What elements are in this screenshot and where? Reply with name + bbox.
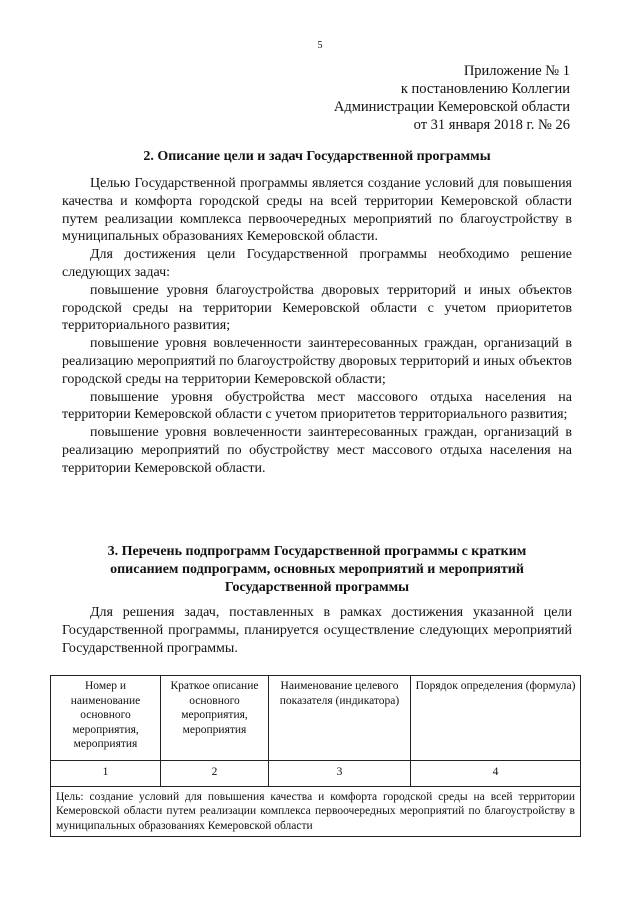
table-header-row — [51, 676, 581, 761]
section-3-title-line-2: описанием подпрограмм, основных мероприятий и мероприятий — [110, 562, 524, 577]
header-indicator-name: Наименование целевого показателя (индикатора) — [269, 676, 411, 761]
task-item: повышение уровня вовлеченности заинтересованных граждан, организаций в реализацию мероприятий по благоустройству дворовых территорий и иных объектов городской среды на территории Кемеровской области; — [62, 336, 572, 387]
section-3-title — [62, 543, 572, 597]
table-row — [51, 786, 581, 837]
header-measure-name: Номер и наименование основного мероприятия, мероприятия — [51, 676, 161, 761]
section-2-title: 2. Описание цели и задач Государственной программы — [143, 149, 491, 164]
goal-row-cell: Цель: создание условий для повышения качества и комфорта городской среды на всей территории Кемеровской области путем реализации комплекса первоочередных мероприятий по благоустройству в муниципальных образованиях Кемеровской области — [51, 786, 581, 837]
appendix-block — [334, 62, 570, 134]
tasks-intro-paragraph: Для достижения цели Государственной программы необходимо решение следующих задач: — [62, 247, 572, 280]
task-item: повышение уровня благоустройства дворовых территорий и иных объектов городской среды на территории Кемеровской области с учетом приоритетов территориального развития; — [62, 282, 572, 334]
header-measure-description: Краткое описание основного мероприятия, мероприятия — [161, 676, 269, 761]
section-2-body — [62, 175, 572, 478]
column-number: 1 — [51, 761, 161, 787]
section-3-body — [62, 604, 572, 657]
measures-table — [50, 675, 581, 837]
appendix-line-2: к постановлению Коллегии — [400, 81, 570, 97]
appendix-line-1: Приложение № 1 — [463, 63, 570, 79]
column-number: 2 — [161, 761, 269, 787]
column-number: 4 — [411, 761, 581, 787]
appendix-line-3: Администрации Кемеровской области — [333, 99, 570, 115]
section-3-intro: Для решения задач, поставленных в рамках достижения указанной цели Государственной программы, планируется осуществление следующих мероприятий Государственной программы. — [62, 605, 572, 656]
section-3-title-line-1: 3. Перечень подпрограмм Государственной программы с кратким — [107, 544, 527, 559]
section-3-title-line-3: Государственной программы — [224, 580, 410, 595]
page-number: 5 — [317, 40, 323, 51]
task-item: повышение уровня обустройства мест массового отдыха населения на территории Кемеровской области с учетом приоритетов территориального развития; — [62, 389, 572, 423]
task-item: повышение уровня вовлеченности заинтересованных граждан, организаций в реализацию мероприятий по обустройству мест массового отдыха населения на территории Кемеровской области. — [62, 425, 572, 476]
appendix-line-4: от 31 января 2018 г. № 26 — [413, 117, 570, 133]
column-number: 3 — [269, 761, 411, 787]
header-formula: Порядок определения (формула) — [411, 676, 581, 761]
table-row — [51, 761, 581, 787]
goal-paragraph: Целью Государственной программы является создание условий для повышения качества и комфорта городской среды на всей территории Кемеровской области путем реализации комплекса первоочередных мероприятий по благоустройству в муниципальных образованиях Кемеровской области. — [62, 176, 572, 245]
